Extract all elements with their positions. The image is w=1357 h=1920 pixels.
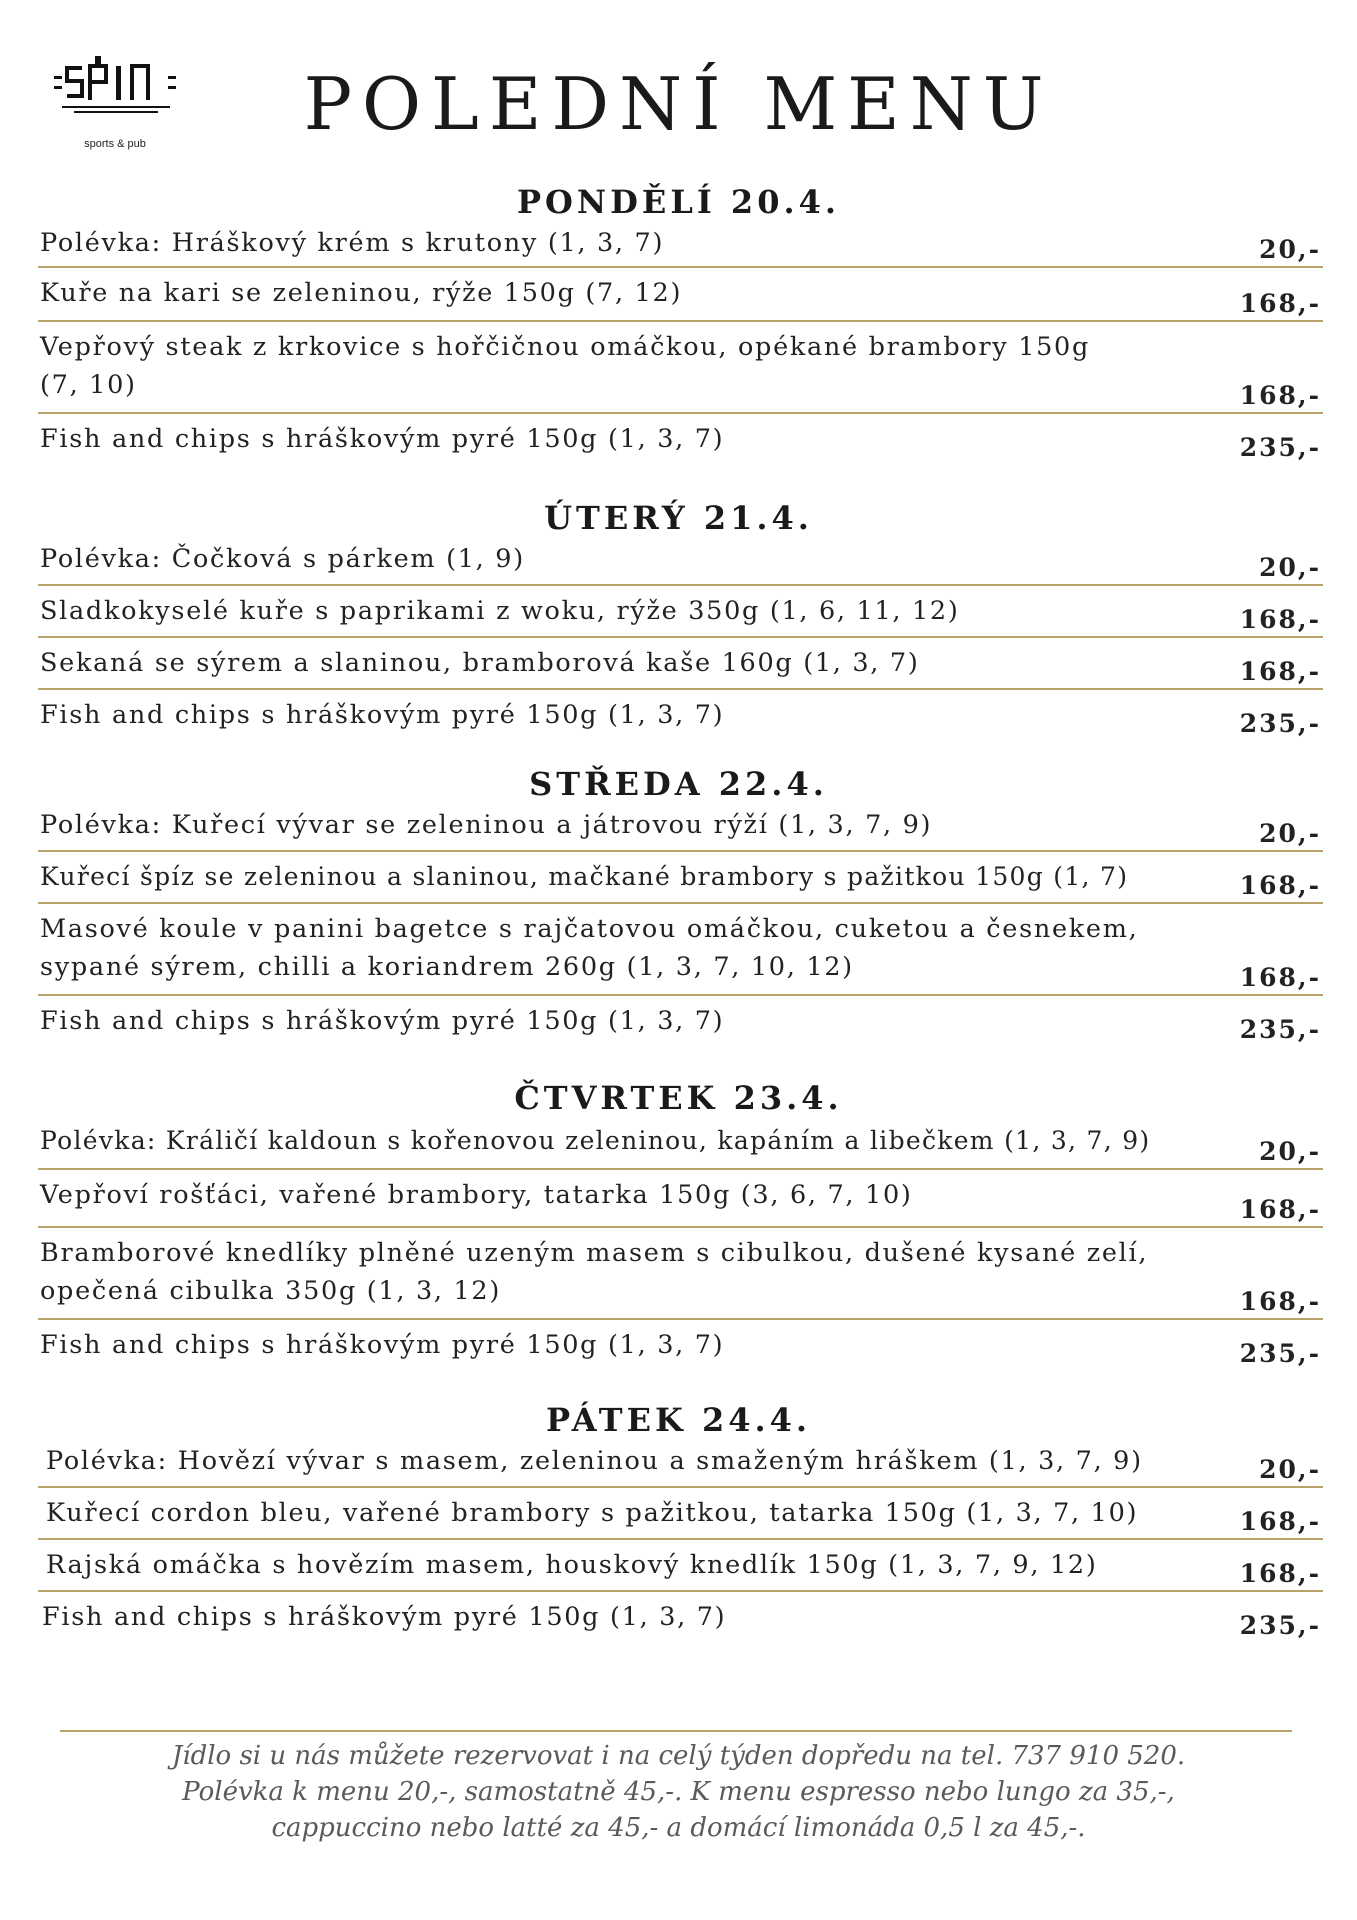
dish-name: Kuřecí cordon bleu, vařené brambory s pažitkou, tatarka 150g (1, 3, 7, 10) bbox=[46, 1498, 1139, 1528]
dish-name: Rajská omáčka s hovězím masem, houskový knedlík 150g (1, 3, 7, 9, 12) bbox=[46, 1550, 1098, 1580]
footer-line-3: cappuccino nebo latté za 45,- a domácí limonáda 0,5 l za 45,-. bbox=[271, 1813, 1086, 1843]
dish-name: Polévka: Králičí kaldoun s kořenovou zeleninou, kapáním a libečkem (1, 3, 7, 9) bbox=[40, 1126, 1151, 1155]
day-heading-thursday: ČTVRTEK 23.4. bbox=[514, 1079, 843, 1117]
day-heading-wednesday: STŘEDA 22.4. bbox=[529, 765, 828, 803]
menu-item bbox=[38, 1320, 1323, 1370]
dish-name: Fish and chips s hráškovým pyré 150g (1, 3, 7) bbox=[40, 1330, 725, 1360]
dish-price: 20,- bbox=[1259, 235, 1321, 264]
dish-name: Vepřoví rošťáci, vařené brambory, tatarka 150g (3, 6, 7, 10) bbox=[40, 1180, 913, 1210]
dish-name: Fish and chips s hráškovým pyré 150g (1, 3, 7) bbox=[42, 1602, 727, 1632]
dish-name: Polévka: Hovězí vývar s masem, zeleninou a smaženým hráškem (1, 3, 7, 9) bbox=[46, 1446, 1143, 1476]
dish-price: 168,- bbox=[1239, 1507, 1321, 1536]
menu-item bbox=[38, 322, 1323, 414]
dish-name: Sladkokyselé kuře s paprikami z woku, rýže 350g (1, 6, 11, 12) bbox=[40, 596, 960, 626]
dish-price: 168,- bbox=[1239, 657, 1321, 686]
dish-name: Masové koule v panini bagetce s rajčatovou omáčkou, cuketou a česnekem, sypané sýrem, chilli a koriandrem 260g (1, 3, 7, 10, 12) bbox=[40, 914, 1139, 982]
menu-item bbox=[38, 806, 1323, 852]
dish-name: Bramborové knedlíky plněné uzeným masem s cibulkou, dušené kysané zelí, opečená cibulka 350g (1, 3, 12) bbox=[40, 1238, 1149, 1306]
dish-price: 168,- bbox=[1239, 289, 1321, 318]
dish-name: Fish and chips s hráškovým pyré 150g (1, 3, 7) bbox=[40, 424, 725, 454]
menu-item bbox=[38, 224, 1323, 268]
day-heading-tuesday: ÚTERÝ 21.4. bbox=[544, 499, 813, 537]
menu-item bbox=[38, 852, 1323, 904]
footer-note bbox=[0, 1738, 1357, 1846]
menu-item bbox=[38, 586, 1323, 638]
dish-name: Kuřecí špíz se zeleninou a slaninou, mačkané brambory s pažitkou 150g (1, 7) bbox=[40, 862, 1129, 891]
dish-price: 168,- bbox=[1239, 1195, 1321, 1224]
menu-item bbox=[38, 268, 1323, 322]
menu-item bbox=[38, 1228, 1323, 1320]
dish-price: 20,- bbox=[1259, 553, 1321, 582]
dish-price: 168,- bbox=[1239, 605, 1321, 634]
dish-name: Polévka: Hráškový krém s krutony (1, 3, 7) bbox=[40, 228, 665, 258]
menu-item bbox=[38, 540, 1323, 586]
dish-price: 168,- bbox=[1239, 381, 1321, 410]
footer-line-2: Polévka k menu 20,-, samostatně 45,-. K menu espresso nebo lungo za 35,-, bbox=[182, 1777, 1175, 1807]
menu-item bbox=[38, 904, 1323, 996]
dish-price: 235,- bbox=[1239, 1611, 1321, 1640]
menu-item bbox=[38, 1592, 1323, 1642]
dish-price: 235,- bbox=[1239, 1015, 1321, 1044]
dish-price: 168,- bbox=[1239, 1559, 1321, 1588]
logo-tagline: sports & pub bbox=[84, 138, 146, 150]
footer-line-1: Jídlo si u nás můžete rezervovat i na celý týden dopředu na tel. 737 910 520. bbox=[171, 1741, 1186, 1771]
dish-price: 235,- bbox=[1239, 433, 1321, 462]
dish-name: Polévka: Čočková s párkem (1, 9) bbox=[40, 544, 525, 574]
dish-name: Sekaná se sýrem a slaninou, bramborová kaše 160g (1, 3, 7) bbox=[40, 648, 920, 678]
day-heading-friday: PÁTEK 24.4. bbox=[545, 1401, 812, 1439]
dish-price: 168,- bbox=[1239, 963, 1321, 992]
menu-item bbox=[38, 1488, 1323, 1540]
menu-item bbox=[38, 1170, 1323, 1228]
menu-item bbox=[38, 1540, 1323, 1592]
dish-price: 20,- bbox=[1259, 1137, 1321, 1166]
menu-item bbox=[38, 1122, 1323, 1170]
dish-price: 20,- bbox=[1259, 819, 1321, 848]
dish-price: 235,- bbox=[1239, 709, 1321, 738]
dish-name: Vepřový steak z krkovice s hořčičnou omáčkou, opékané brambory 150g (7, 10) bbox=[40, 332, 1091, 400]
page-title: POLEDNÍ MENU bbox=[303, 62, 1054, 146]
dish-name: Fish and chips s hráškovým pyré 150g (1, 3, 7) bbox=[40, 1006, 725, 1036]
menu-item bbox=[38, 1442, 1323, 1488]
dish-name: Kuře na kari se zeleninou, rýže 150g (7, 12) bbox=[40, 278, 683, 308]
menu-item bbox=[38, 638, 1323, 690]
day-heading-monday: PONDĚLÍ 20.4. bbox=[516, 183, 840, 221]
dish-price: 235,- bbox=[1239, 1339, 1321, 1368]
menu-item bbox=[38, 414, 1323, 464]
footer-divider bbox=[60, 1730, 1292, 1732]
dish-price: 168,- bbox=[1239, 871, 1321, 900]
menu-item bbox=[38, 996, 1323, 1046]
dish-price: 20,- bbox=[1259, 1455, 1321, 1484]
dish-name: Fish and chips s hráškovým pyré 150g (1, 3, 7) bbox=[40, 700, 725, 730]
dish-name: Polévka: Kuřecí vývar se zeleninou a játrovou rýží (1, 3, 7, 9) bbox=[40, 810, 933, 840]
menu-item bbox=[38, 690, 1323, 740]
dish-price: 168,- bbox=[1239, 1287, 1321, 1316]
